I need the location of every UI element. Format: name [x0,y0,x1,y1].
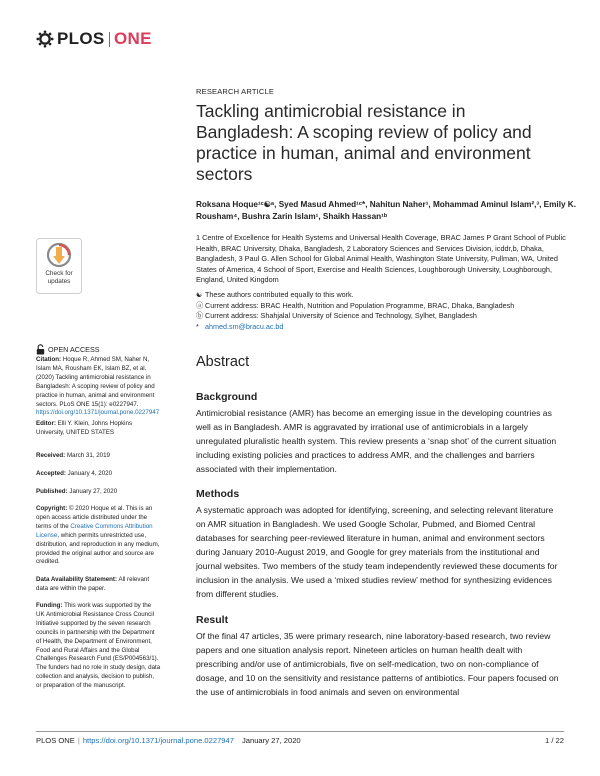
citation-doi-link[interactable]: https://doi.org/10.1371/journal.pone.0227947 [36,409,160,417]
background-text: Antimicrobial resistance (AMR) has become an emerging issue in the developing countries as well as in Bangladesh. AMR is aggravated by irrational use of antimicrobials in a largely unregulated pluralistic health system. This review presents a ‘snap shot’ of the current situation including existing policies and practices to address AMR, and the challenges and barriers associated with their implementation. [196,408,557,474]
creative-commons-link[interactable]: Creative Commons Attribution License [36,522,153,539]
article-title: Tackling antimicrobial resistance in Bangladesh: A scoping review of policy and practice in human, animal and environment sectors [196,101,532,184]
footer-doi-link[interactable]: https://doi.org/10.1371/journal.pone.0227947 [82,736,234,745]
note-equal-contribution: ☯ These authors contributed equally to this work. [196,290,354,299]
editor-block: Editor: Elli Y. Klein, Johns Hopkins University, UNITED STATES [36,420,133,436]
abstract-heading: Abstract [196,354,250,370]
footer-journal: PLOS ONE [36,736,75,745]
open-lock-icon [36,344,45,355]
received-date: Received: March 31, 2019 [36,452,110,459]
affiliations: 1 Centre of Excellence for Health Systems and Universal Health Coverage, BRAC James P Grant School of Public Health, BRAC University, Dhaka, Bangladesh, 2 Laboratory Sciences and Services Division, icddr,b, Dhaka, Bangladesh, 3 Paul G. Allen School for Global Animal Health, Washington State University, Pullman, WA, United States of America, 4 School of Sport, Exercise and Health Sciences, Loughborough University, Loughborough, England, United Kingdom [196,233,566,285]
accepted-date: Accepted: January 4, 2020 [36,470,113,477]
check-for-updates-badge[interactable] [36,238,82,294]
logo-text-one: ONE [114,29,152,48]
methods-heading: Methods [196,488,240,500]
citation-block: Citation: Hoque R, Ahmed SM, Naher N, Islam MA, Rousham EK, Islam BZ, et al. (2020) Tackling antimicrobial resistance in Bangladesh: A scoping review of policy and practice in human, animal and environment sectors. PLoS ONE 15(1): e0227947. https://doi.org/10.1371/journal.pone.0227947 [36,356,160,417]
methods-text: A systematic approach was adopted for identifying, screening, and selecting relevant literature on AMR situation in Bangladesh. We used Google Scholar, Pubmed, and Biomed Central databases for searching peer-reviewed literature in human, animal and environment sectors during January 2010-August 2019, and Google for grey materials from the institutional and journal websites. Two members of the study team independently reviewed these documents for inclusion in the analysis. We used a ‘mixed studies review’ method for synthesizing evidences from different studies. [196,505,558,599]
open-access-label: OPEN ACCESS [48,345,100,354]
footer-divider [36,731,564,732]
footer-separator: | [77,736,80,745]
page-footer [36,736,564,745]
note-corresponding-email: * ahmed.sm@bracu.ac.bd [196,321,284,331]
open-access-indicator [36,344,100,355]
plos-logo-icon [36,30,54,48]
plos-one-logo [36,28,152,50]
background-heading: Background [196,391,258,403]
logo-text-plos: PLOS [57,29,105,48]
article-type: RESEARCH ARTICLE [196,87,275,96]
corresponding-email-link[interactable]: ahmed.sm@bracu.ac.bd [205,321,284,331]
note-current-address-a: ⓐ Current address: BRAC Health, Nutrition and Population Programme, BRAC, Dhaka, Bangladesh [196,300,515,310]
result-heading: Result [196,614,229,626]
author-notes [196,290,576,332]
check-updates-label: Check for updates [45,270,73,285]
author-list: Roksana Hoque¹ᶜ☯ᵃ, Syed Masud Ahmed¹ᶜ*, Nahitun Naher¹, Mohammad Aminul Islam²,³, Emily K. Rousham⁴, Bushra Zarin Islam¹, Shaikh Hassan¹ᵇ [196,200,576,221]
check-updates-icon [36,238,82,294]
published-date: Published: January 27, 2020 [36,488,118,495]
copyright-block: Copyright: © 2020 Hoque et al. This is an open access article distributed under the terms of the Creative Commons Attribution License, which permits unrestricted use, distribution, and reproduction in any medium, provided the original author and source are credited. [36,505,160,566]
funding-block: Funding: This work was supported by the UK Antimicrobial Resistance Cross Council Initiative supported by the seven research councils in partnership with the Department of Health, the Department of Environment, Food and Rural Affairs and the Global Challenges Research Fund (ES/P004563/1). The funders had no role in study design, data collection and analysis, decision to publish, or preparation of the manuscript. [36,602,161,690]
result-text: Of the final 47 articles, 35 were primary research, nine laboratory-based research, two review papers and one situation analysis report. Nineteen articles on human health dealt with prescribing and/or use of antimicrobials, five on self-medication, two on non-compliance of dosage, and 10 on the sensitivity and resistance patterns of antibiotics. Four papers focused on the use of antimicrobials in food animals and seven on environmental [196,631,559,697]
page-number: 1 / 22 [545,736,564,745]
logo-divider [109,32,111,47]
footer-date: January 27, 2020 [241,736,301,745]
data-availability-block: Data Availability Statement: All relevant data are within the paper. [36,576,150,592]
note-current-address-b: ⓑ Current address: Shahjalal University of Science and Technology, Sylhet, Bangladesh [196,311,477,321]
